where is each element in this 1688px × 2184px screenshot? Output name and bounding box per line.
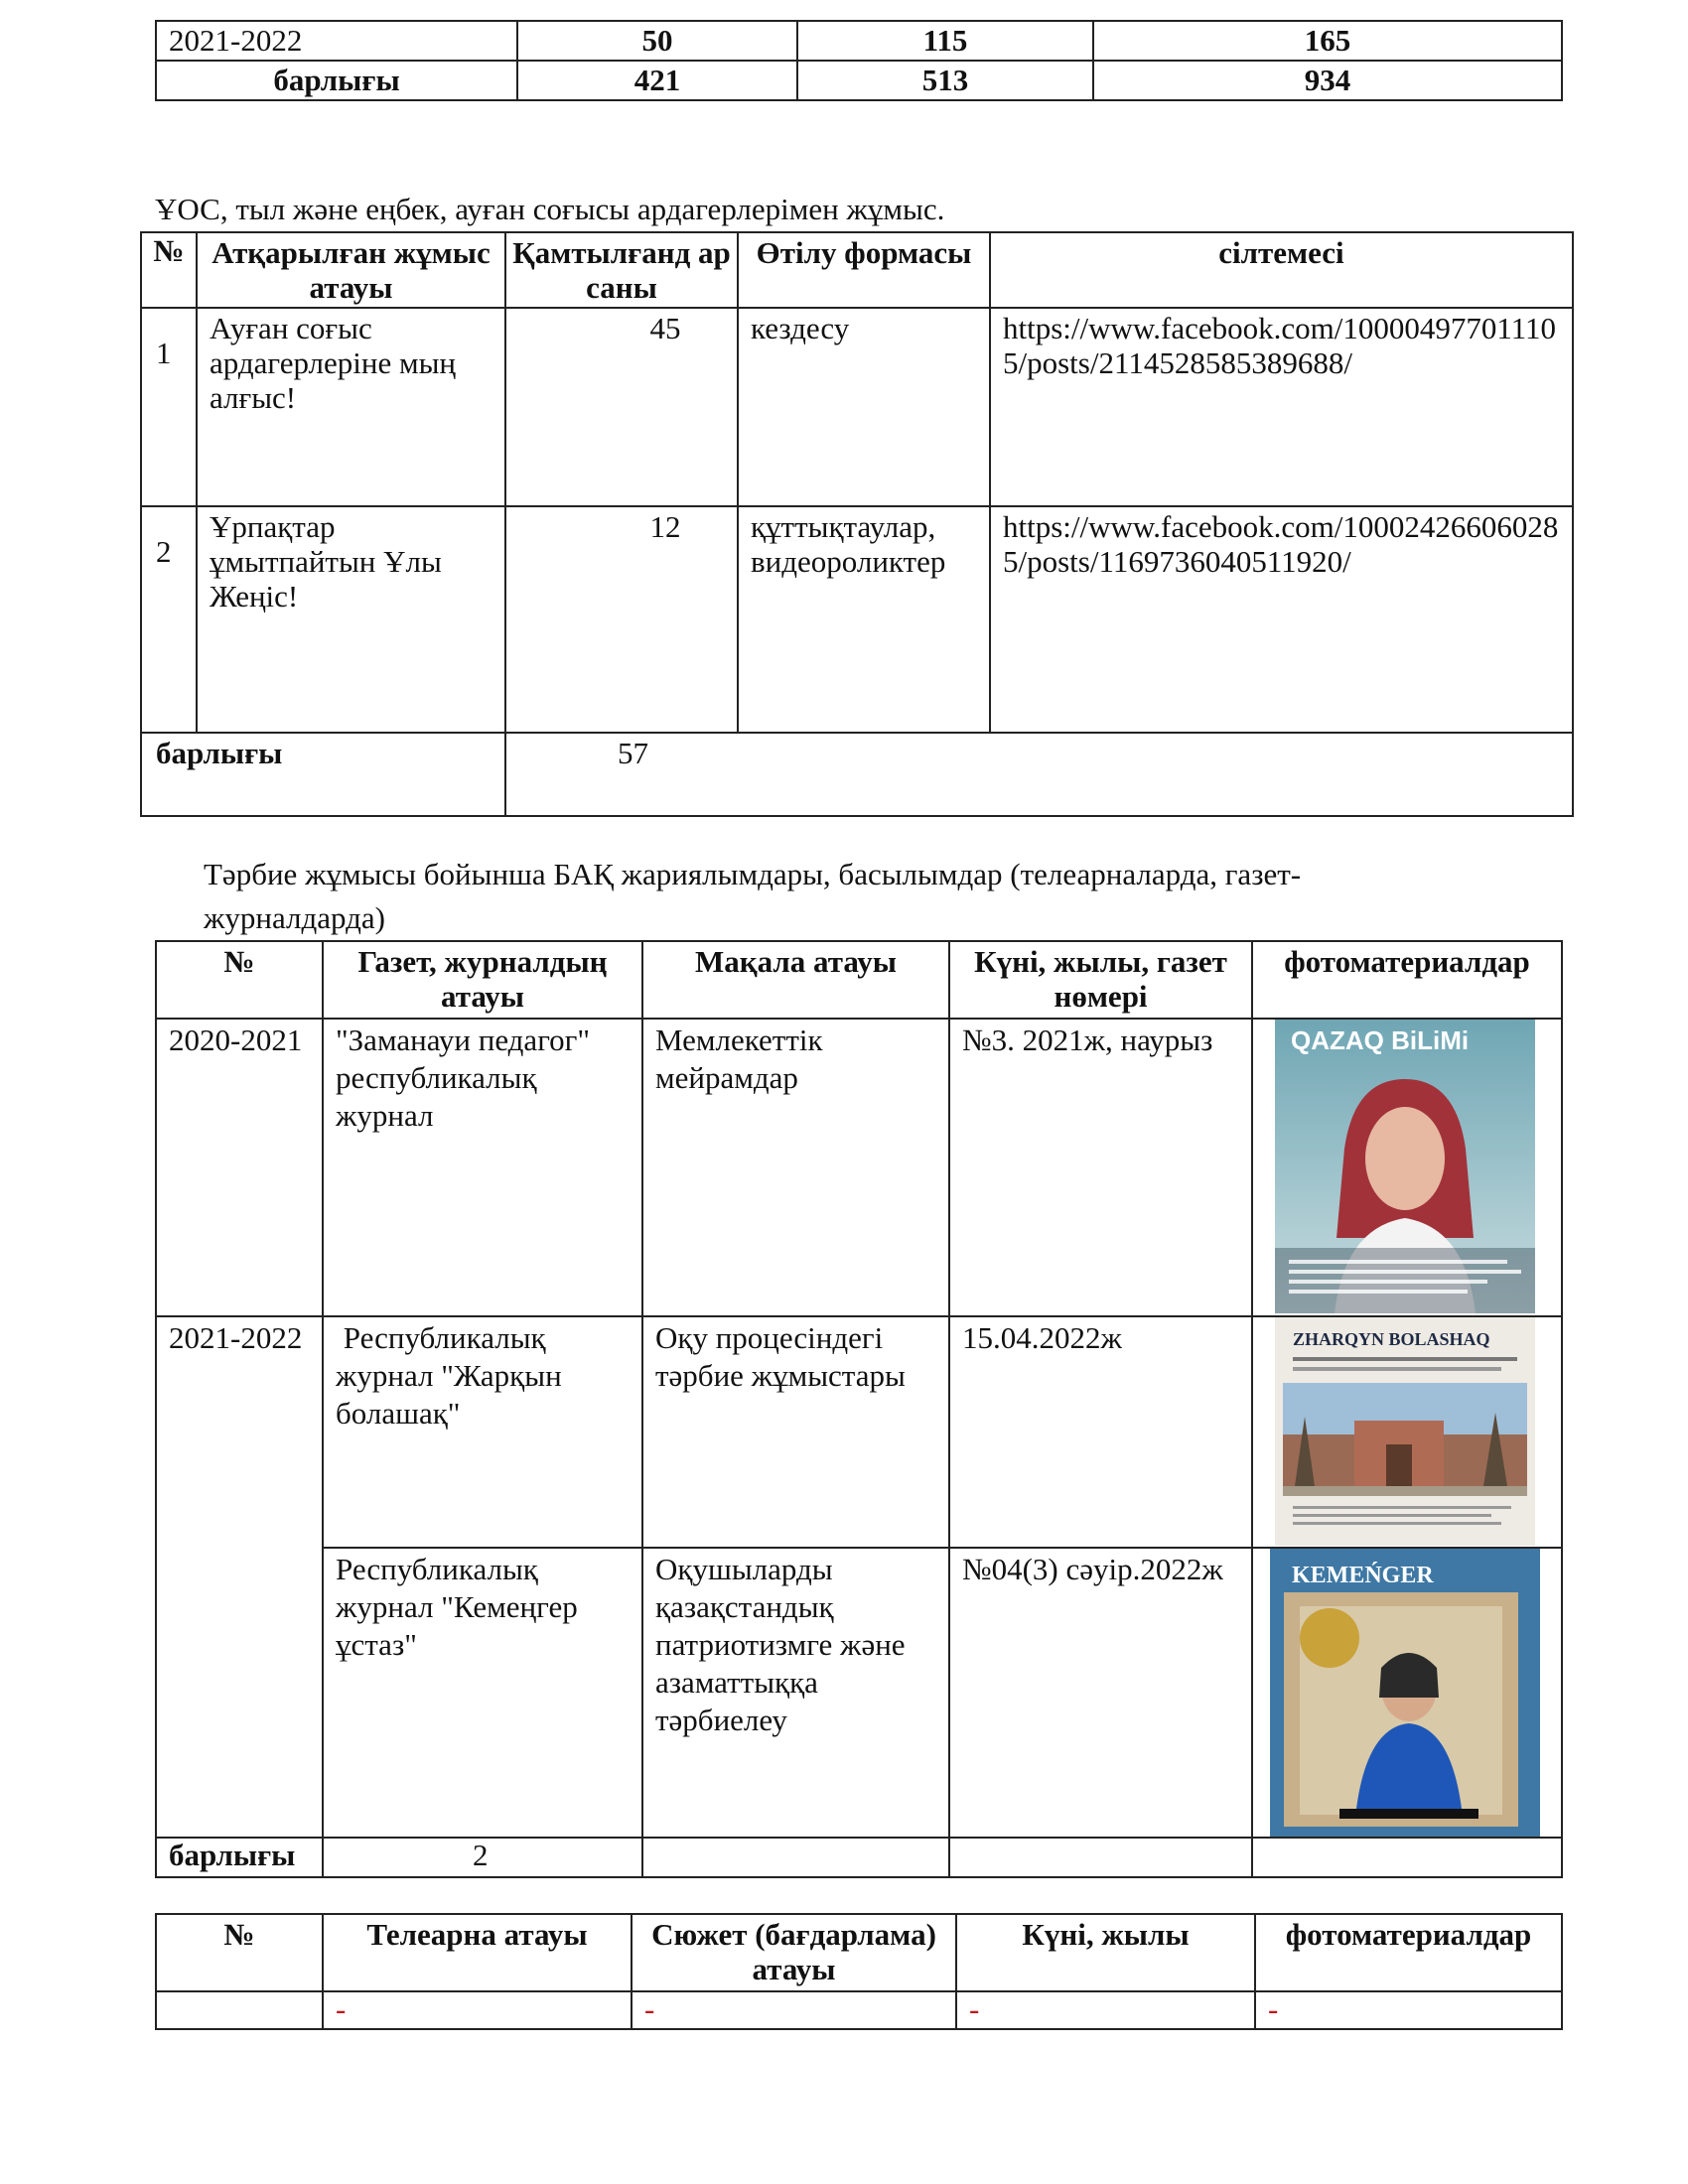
table-row [156,1019,1562,1316]
col-header: Күні, жылы, газет нөмері [949,941,1252,1019]
col-header: Сюжет (бағдарлама) атауы [632,1914,956,1991]
issue-date: №04(3) сәуір.2022ж [949,1548,1252,1838]
value-cell: 165 [1093,21,1562,61]
dash-cell: - [1255,1991,1562,2029]
col-header: Қамтылғанд ар саны [505,232,738,308]
total-count: 57 [618,736,648,770]
total-label: барлығы [156,1838,323,1877]
col-header: фотоматериалдар [1252,941,1562,1019]
event-link[interactable]: https://www.facebook.com/100004977011105/posts/2114528585389688/ [990,308,1573,506]
summary-table [155,20,1563,101]
col-header: Мақала атауы [642,941,949,1019]
event-name: Ұрпақтар ұмытпайтын Ұлы Жеңіс! [197,506,505,733]
participant-count: 45 [505,308,738,506]
media-caption-line2: журналдарда) [204,900,385,935]
media-caption-line1: Тәрбие жұмысы бойынша БАҚ жариялымдары, басылымдар (телеарналарда, газет- [204,857,1302,891]
total-row [141,733,1573,816]
cover-title: ZHARQYN BOLASHAQ [1293,1329,1490,1349]
table-row [156,1548,1562,1838]
total-value: 934 [1093,61,1562,100]
table-row [141,506,1573,733]
total-value: 421 [517,61,797,100]
magazine-cover-photo [1270,1549,1540,1837]
veterans-table [140,231,1574,817]
empty-cell [949,1838,1252,1877]
row-number: 1 [141,308,197,506]
empty-cell [156,1991,323,2029]
col-header: Өтілу формасы [738,232,990,308]
col-header: сілтемесі [990,232,1573,308]
col-header: фотоматериалдар [1255,1914,1562,1991]
event-link[interactable]: https://www.facebook.com/100024266060285/posts/1169736040511920/ [990,506,1573,733]
header-row [156,1914,1562,1991]
article-title: Оқушыларды қазақстандық патриотизмге және азаматтыққа тәрбиелеу [642,1548,949,1838]
event-name: Ауған соғыс ардагерлеріне мың алғыс! [197,308,505,506]
total-value: 513 [797,61,1093,100]
header-row [156,941,1562,1019]
total-row [156,1838,1562,1877]
photo-cell [1252,1019,1562,1316]
value-cell: 115 [797,21,1093,61]
tv-table [155,1913,1563,2030]
photo-cell [1252,1548,1562,1838]
total-value [323,1838,642,1877]
participant-count: 12 [505,506,738,733]
table-row [156,1316,1562,1548]
cover-title: KEMEŃGER [1292,1563,1434,1588]
dash-cell: - [323,1991,632,2029]
veterans-caption: ҰОС, тыл және еңбек, ауған соғысы ардагерлерімен жұмыс. [155,192,945,226]
article-title: Оқу процесіндегі тәрбие жұмыстары [642,1316,949,1548]
value-cell: 50 [517,21,797,61]
row-number: 2 [141,506,197,733]
col-header: Газет, журналдың атауы [323,941,642,1019]
total-row [156,61,1562,100]
total-value [505,733,1573,816]
issue-date: 15.04.2022ж [949,1316,1252,1548]
year-cell: 2021-2022 [156,1316,323,1838]
col-header: № [156,941,323,1019]
magazine-cover-photo [1275,1020,1535,1313]
table-row [141,308,1573,506]
article-title: Мемлекеттік мейрамдар [642,1019,949,1316]
table-row [156,1991,1562,2029]
total-count: 2 [473,1838,489,1872]
empty-cell [1252,1838,1562,1877]
magazine-cover-photo [1275,1317,1535,1546]
empty-cell [642,1838,949,1877]
year-cell: 2020-2021 [156,1019,323,1316]
col-header: Телеарна атауы [323,1914,632,1991]
year-cell: 2021-2022 [156,21,517,61]
total-label: барлығы [156,61,517,100]
event-form: құттықтаулар, видеороликтер [738,506,990,733]
journal-name: Республикалық журнал "Кемеңгер ұстаз" [323,1548,642,1838]
total-label: барлығы [141,733,505,816]
col-header: Атқарылған жұмыс атауы [197,232,505,308]
col-header: Күні, жылы [956,1914,1255,1991]
event-form: кездесу [738,308,990,506]
dash-cell: - [632,1991,956,2029]
photo-cell [1252,1316,1562,1548]
journal-name: "Заманауи педагог" республикалық журнал [323,1019,642,1316]
header-row [141,232,1573,308]
issue-date: №3. 2021ж, наурыз [949,1019,1252,1316]
journal-name: Республикалық журнал "Жарқын болашақ" [323,1316,642,1548]
table-row [156,21,1562,61]
col-header: № [156,1914,323,1991]
col-header: № [141,232,197,308]
media-table [155,940,1563,1878]
cover-title: QAZAQ BiLiMi [1291,1025,1470,1055]
dash-cell: - [956,1991,1255,2029]
